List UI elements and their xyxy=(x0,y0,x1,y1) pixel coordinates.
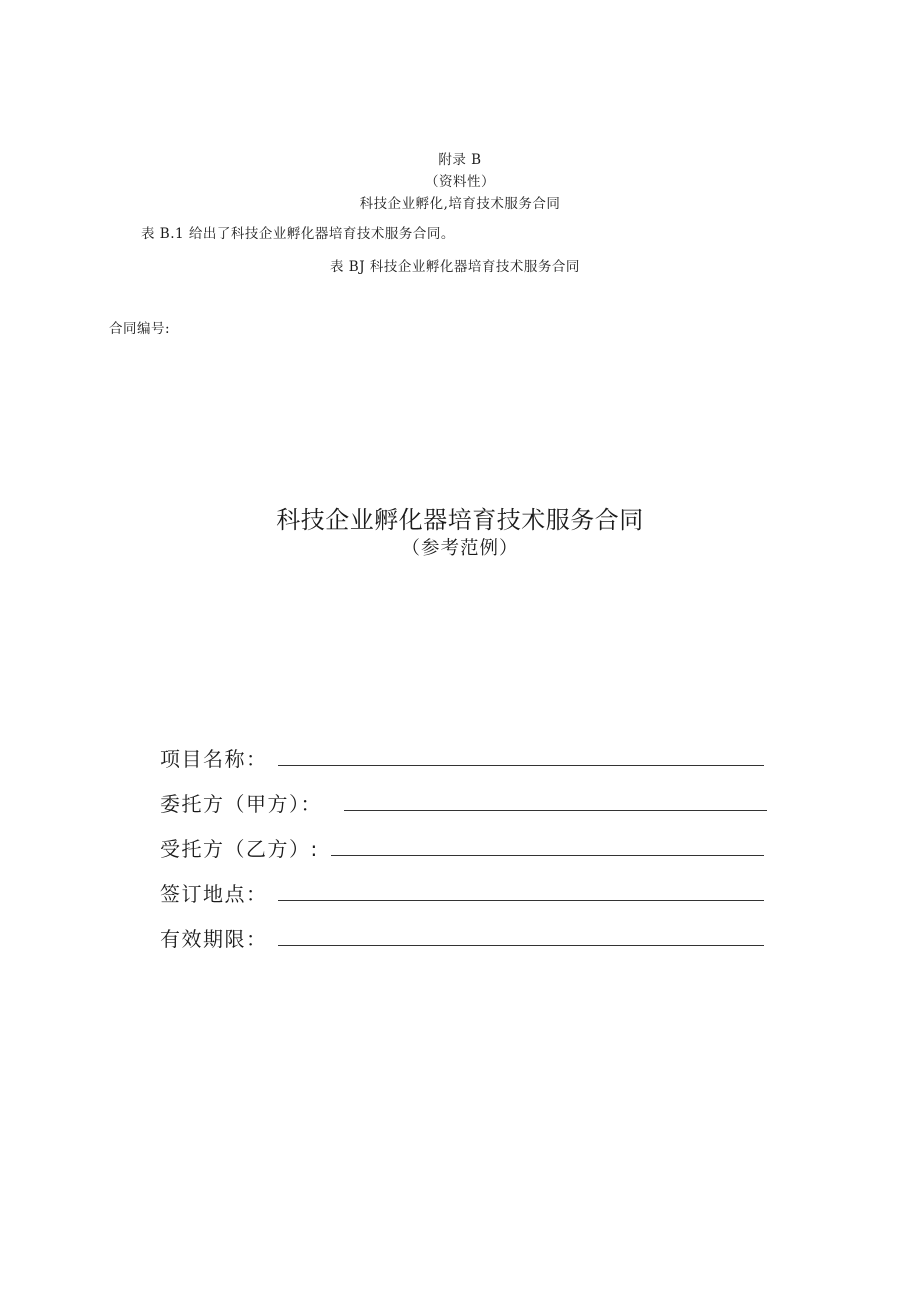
field-label-party-a: 委托方（甲方）： xyxy=(160,792,322,816)
field-line-party-b[interactable] xyxy=(331,855,764,856)
field-label-validity-period: 有效期限： xyxy=(160,927,268,951)
field-line-signing-place[interactable] xyxy=(278,900,764,901)
field-label-party-b: 受托方（乙方）: xyxy=(160,837,319,861)
field-line-project-name[interactable] xyxy=(278,765,764,766)
field-label-project-name: 项目名称： xyxy=(160,747,268,771)
intro-sentence: 表 B.1 给出了科技企业孵化器培育技术服务合同。 xyxy=(141,226,455,242)
appendix-title: 附录 B xyxy=(438,152,482,168)
contract-number-label: 合同编号: xyxy=(109,321,171,337)
field-label-signing-place: 签订地点： xyxy=(160,882,268,906)
table-caption: 表 BJ 科技企业孵化器培育技术服务合同 xyxy=(330,259,580,275)
field-line-party-a[interactable] xyxy=(344,810,767,811)
cover-subtitle: （参考范例） xyxy=(401,538,519,559)
appendix-nature: （资料性） xyxy=(425,174,495,190)
appendix-heading: 科技企业孵化,培育技术服务合同 xyxy=(359,196,561,212)
cover-title: 科技企业孵化器培育技术服务合同 xyxy=(276,506,644,534)
field-line-validity-period[interactable] xyxy=(278,945,764,946)
